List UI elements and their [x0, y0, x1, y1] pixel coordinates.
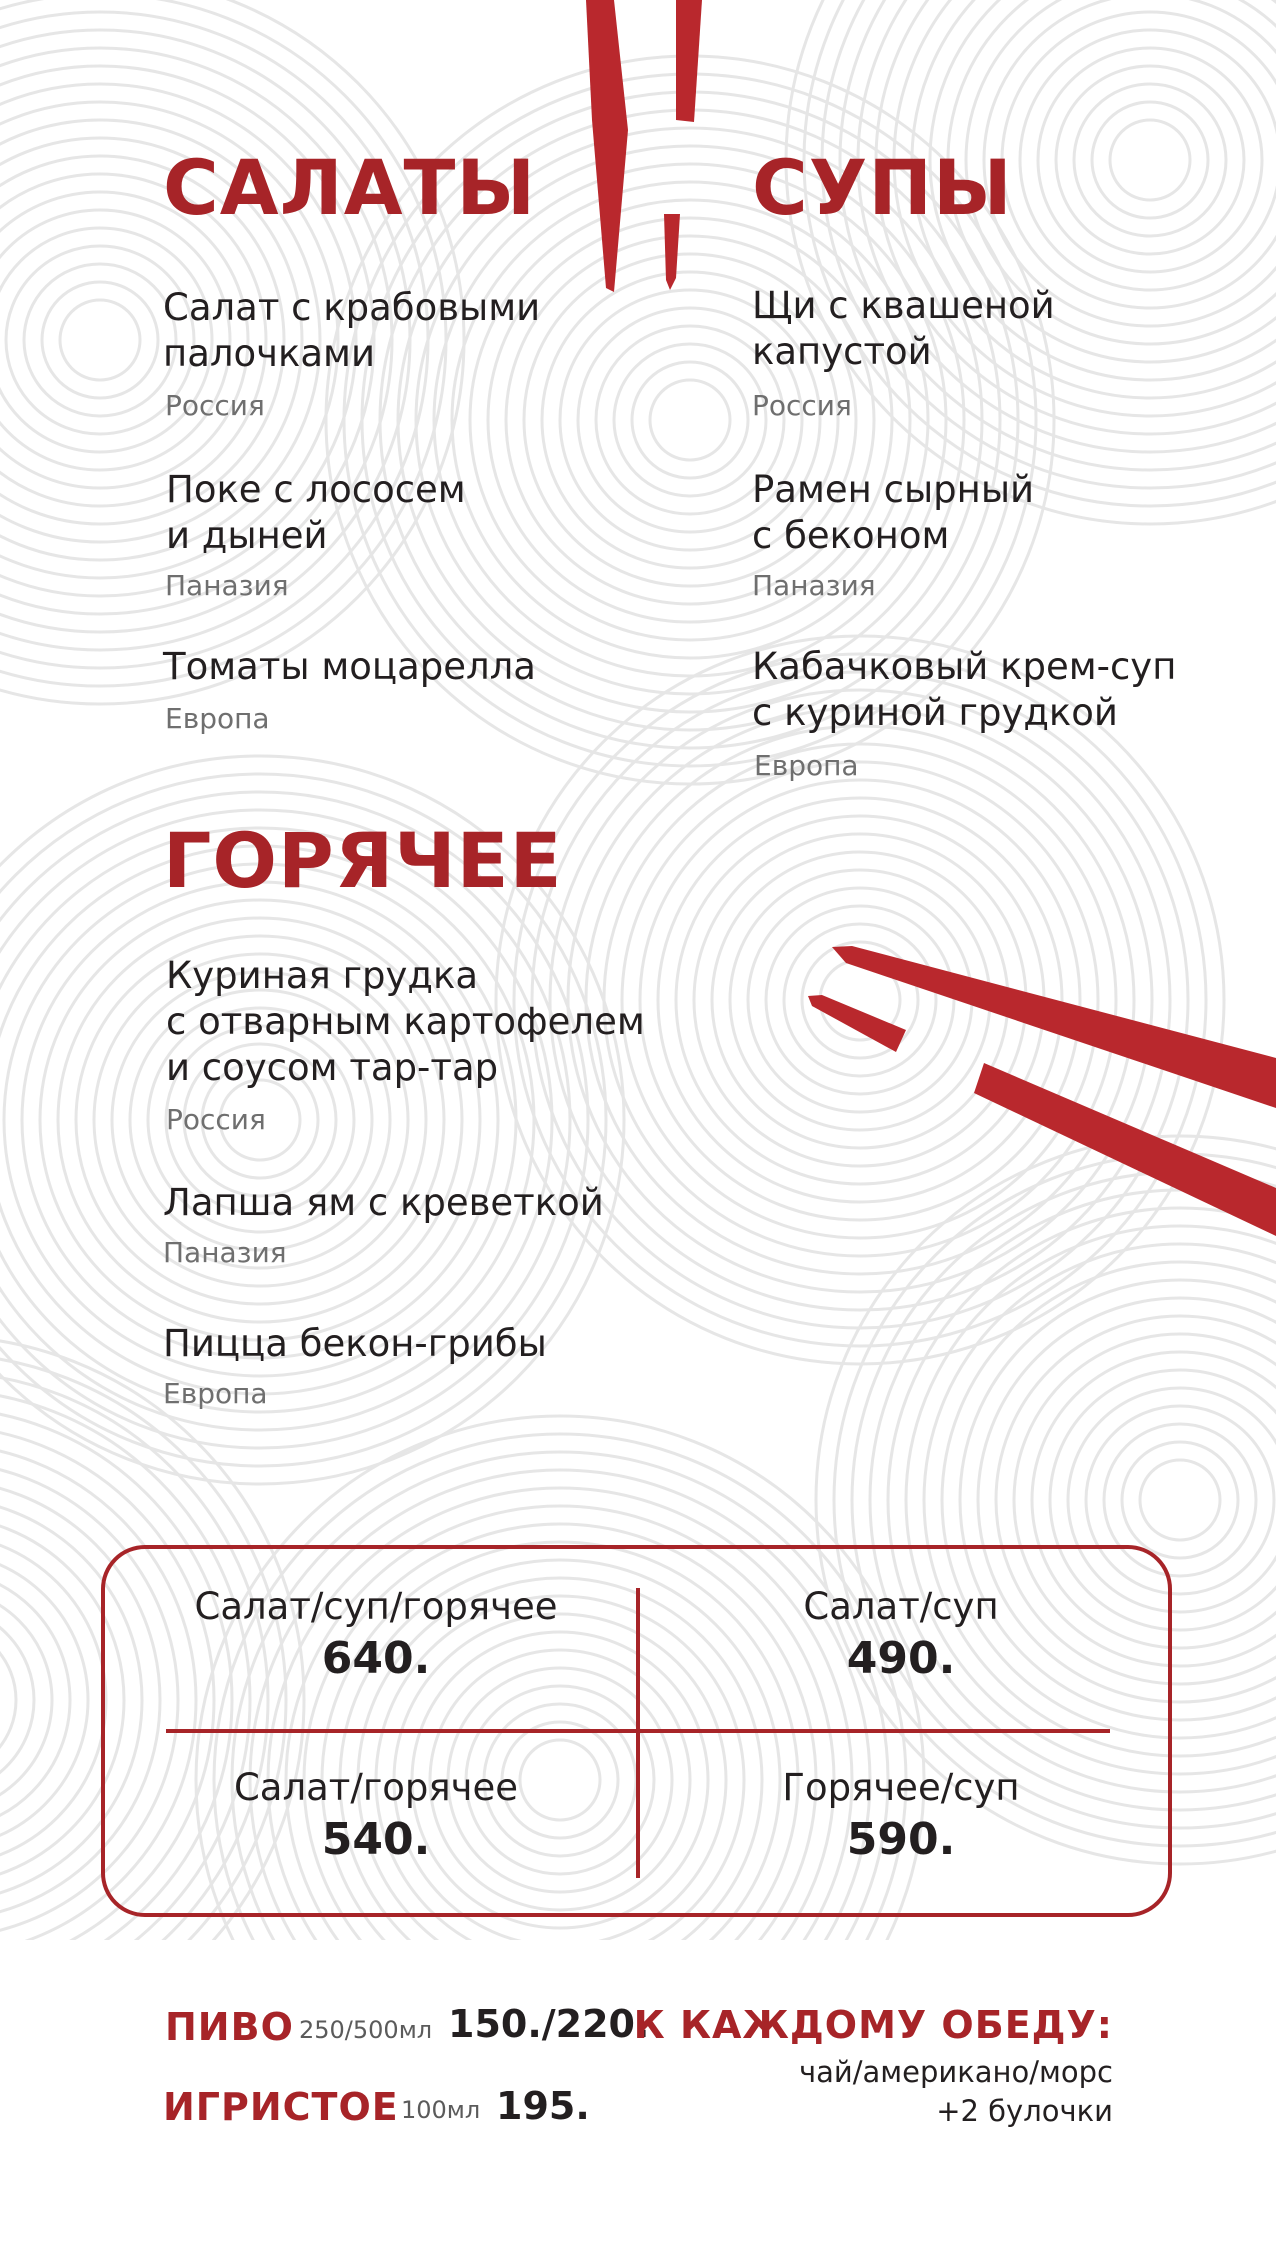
combo-price: 640. [321, 1633, 431, 1684]
extras-title: К КАЖДОМУ ОБЕДУ: [633, 2003, 1113, 2047]
combo-vertical-divider [636, 1588, 640, 1878]
dish-origin: Паназия [163, 1236, 287, 1269]
dish-ramen: Рамен сырный с беконом [752, 468, 1035, 557]
combo-cell [126, 1765, 626, 1869]
dish-origin: Россия [166, 1103, 266, 1136]
chopstick-right-lower-tip [808, 995, 906, 1052]
hot-title: ГОРЯЧЕЕ [163, 816, 563, 905]
dish-origin: Европа [165, 702, 270, 735]
dish-crab-salad: Салат с крабовыми палочками [163, 286, 541, 375]
drink-sparkling-price: 195. [496, 2084, 590, 2128]
combo-name: Салат/горячее [233, 1766, 519, 1809]
combo-price: 590. [846, 1814, 956, 1865]
combo-cell [651, 1584, 1151, 1688]
combo-cell [651, 1765, 1151, 1869]
dish-tomato-mozzarella: Томаты моцарелла [163, 645, 536, 688]
dish-origin: Паназия [165, 569, 289, 602]
chopstick-top-left [586, 0, 628, 292]
dish-origin: Европа [754, 749, 859, 782]
extras-line-drinks: чай/американо/морс [798, 2055, 1113, 2089]
dish-zucchini-soup: Кабачковый крем-суп с куриной грудкой [752, 645, 1177, 734]
combo-price: 490. [846, 1633, 956, 1684]
combo-name: Салат/суп/горячее [194, 1585, 558, 1628]
combo-cell [126, 1584, 626, 1688]
dish-poke: Поке с лососем и дыней [166, 468, 466, 557]
dish-pizza: Пицца бекон-грибы [163, 1322, 547, 1365]
dish-chicken-breast: Куриная грудка с отварным картофелем и соусом тар-тар [166, 954, 645, 1089]
drink-sparkling-volume: 100мл [401, 2096, 481, 2124]
dish-shchi: Щи с квашеной капустой [752, 284, 1055, 373]
dish-origin: Европа [163, 1377, 268, 1410]
dish-yam-noodles: Лапша ям с креветкой [163, 1181, 604, 1224]
drink-beer-volume: 250/500мл [299, 2016, 433, 2044]
soups-title: СУПЫ [752, 143, 1013, 232]
combo-name: Горячее/суп [782, 1766, 1020, 1809]
chopstick-top-right-tip [664, 214, 680, 290]
dish-origin: Россия [165, 389, 265, 422]
dish-origin: Россия [752, 389, 852, 422]
combo-horizontal-divider [166, 1729, 1110, 1733]
chopstick-top-right [676, 0, 702, 122]
drink-sparkling-label: ИГРИСТОЕ [163, 2085, 399, 2129]
salads-title: САЛАТЫ [163, 143, 537, 232]
drink-beer-price: 150./220. [448, 2002, 650, 2046]
extras-line-buns: +2 булочки [936, 2094, 1113, 2128]
dish-origin: Паназия [752, 569, 876, 602]
combo-name: Салат/суп [803, 1585, 999, 1628]
drink-beer-label: ПИВО [165, 2005, 294, 2049]
combo-price: 540. [321, 1814, 431, 1865]
